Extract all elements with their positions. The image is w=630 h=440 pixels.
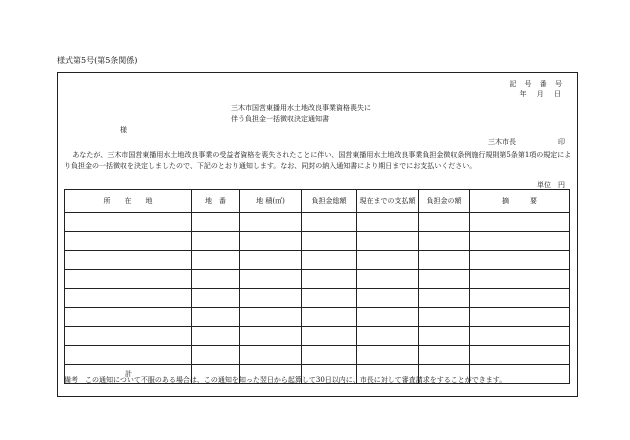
- table-header-row: [65, 190, 570, 213]
- table-cell: [65, 232, 192, 251]
- table-cell: [470, 289, 570, 308]
- table-cell: [240, 213, 302, 232]
- table-cell: [419, 251, 470, 270]
- table-cell: [357, 346, 419, 365]
- reference-number-line: 記 号 番 号: [509, 80, 565, 88]
- table-cell: [419, 327, 470, 346]
- table-cell: [419, 232, 470, 251]
- table-cell: [302, 308, 357, 327]
- burden-table: [64, 189, 570, 384]
- table-cell: [357, 308, 419, 327]
- table-row: [65, 270, 570, 289]
- table-cell: [470, 346, 570, 365]
- remarks-note: 備考 この通知について不服のある場合は、この通知を知った翌日から起算して30日以内に、市長に対して審査請求をすることができます。: [64, 376, 507, 384]
- table-cell: [302, 289, 357, 308]
- notice-frame: [57, 72, 578, 397]
- header-remarks: 摘 要: [470, 190, 570, 213]
- date-line: 年 月 日: [519, 90, 565, 98]
- table-cell: [419, 289, 470, 308]
- header-total-burden: 負担金総額: [302, 190, 357, 213]
- table-cell: [192, 251, 240, 270]
- table-cell: [470, 270, 570, 289]
- table-cell: [419, 213, 470, 232]
- table-cell: [470, 232, 570, 251]
- table-cell: [419, 308, 470, 327]
- table-cell: [240, 308, 302, 327]
- header-area: 地 積(㎡): [240, 190, 302, 213]
- form-label: 様式第5号(第5条関係): [57, 56, 138, 65]
- table-cell: [240, 270, 302, 289]
- header-burden-amount: 負担金の額: [419, 190, 470, 213]
- table-cell: [240, 289, 302, 308]
- table-cell: [302, 232, 357, 251]
- table-cell: [240, 232, 302, 251]
- table-cell: [470, 308, 570, 327]
- table-row: [65, 232, 570, 251]
- header-lot-number: 地 番: [192, 190, 240, 213]
- table-cell: [302, 251, 357, 270]
- table-cell: [419, 270, 470, 289]
- title-line-2: 伴う負担金一括徴収決定通知書: [231, 115, 329, 123]
- table-row: [65, 213, 570, 232]
- table-cell: [65, 289, 192, 308]
- table-cell: [192, 232, 240, 251]
- table-cell: [357, 289, 419, 308]
- table-cell: [65, 251, 192, 270]
- header-location: 所 在 地: [65, 190, 192, 213]
- table-cell: [65, 346, 192, 365]
- notice-body: あなたが、三木市国営東播用水土地改良事業の受益者資格を喪失されたことに伴い、国営東播用水土地改良事業負担金徴収条例施行規則第5条第1項の規定により負担金の一括徴収を決定しましたので、下記のとおり通知します。なお、同封の納入通知書により期日までにお支払いください。: [64, 151, 572, 170]
- total-label: 計: [65, 365, 192, 384]
- table-cell: [357, 251, 419, 270]
- table-cell: [302, 327, 357, 346]
- table-cell: [357, 270, 419, 289]
- title-line-1: 三木市国営東播用水土地改良事業資格喪失に: [231, 104, 371, 112]
- table-cell: [470, 213, 570, 232]
- table-cell: [357, 327, 419, 346]
- table-cell: [65, 270, 192, 289]
- table-cell: [192, 270, 240, 289]
- table-cell: [302, 346, 357, 365]
- table-cell: [240, 251, 302, 270]
- header-paid-so-far: 現在までの支払額: [357, 190, 419, 213]
- table-cell: [357, 232, 419, 251]
- table-cell: [192, 327, 240, 346]
- table-cell: [470, 327, 570, 346]
- unit-label: 単位 円: [537, 181, 565, 189]
- table-cell: [302, 213, 357, 232]
- table-cell: [470, 251, 570, 270]
- table-row: [65, 346, 570, 365]
- table-cell: [65, 327, 192, 346]
- table-cell: [65, 308, 192, 327]
- table-cell: [240, 327, 302, 346]
- table-cell: [240, 346, 302, 365]
- table-cell: [302, 270, 357, 289]
- table-cell: [192, 346, 240, 365]
- issuer-mayor: 三木市長 印: [488, 138, 565, 146]
- table-cell: [192, 289, 240, 308]
- addressee: 様: [120, 126, 127, 134]
- table-cell: [192, 213, 240, 232]
- table-cell: [357, 213, 419, 232]
- table-row: [65, 327, 570, 346]
- table-cell: [192, 308, 240, 327]
- table-cell: [419, 346, 470, 365]
- table-row: [65, 308, 570, 327]
- table-row: [65, 251, 570, 270]
- table-cell: [65, 213, 192, 232]
- table-row: [65, 289, 570, 308]
